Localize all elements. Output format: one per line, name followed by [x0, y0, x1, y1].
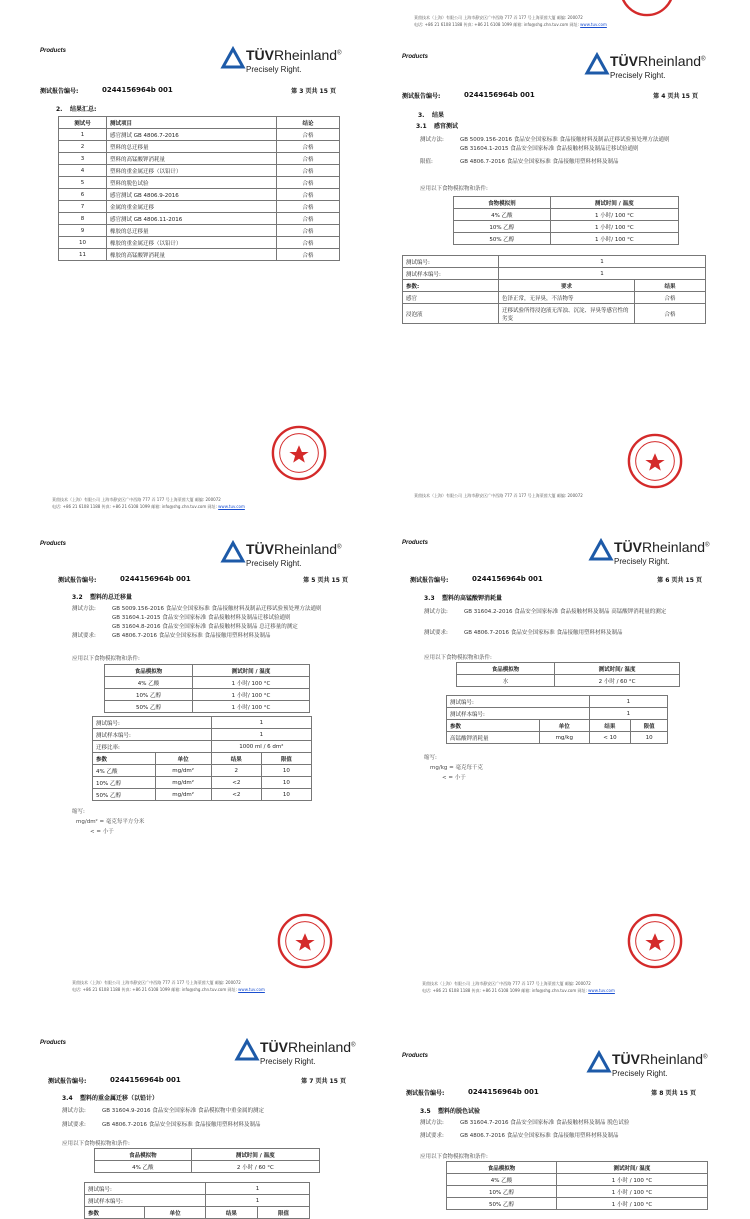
table-cell: 合格	[277, 129, 340, 141]
website-link[interactable]: www.tuv.com	[218, 504, 245, 509]
subsection-title: 3.2 塑料的总迁移量	[72, 594, 133, 601]
summary-table: 测试号 测试项目 结论 1 感官测试 GB 4806.7-2016 合格 2 塑料的总迁移量 合格 3 塑料的高锰酸钾消耗量 合格 4 塑料的重金属迁移（以铅计） 合格 5 塑料的脱色试验 合格 6 感官测试 GB 4806.9-2016 合格 7 金属的重金属迁移 合格 8 感官测试 GB 4806.11-2016 合格 9 橡胶的总迁移量 合格 10 橡胶的重金属迁移（以铅计） 合格 11 橡胶的高锰酸钾消耗量 合格	[58, 116, 340, 261]
table-row	[59, 177, 340, 189]
table-row	[59, 201, 340, 213]
table-cell: 合格	[277, 249, 340, 261]
website-link[interactable]: www.tuv.com	[580, 22, 607, 27]
tuv-triangle-icon	[586, 54, 608, 74]
table-row	[59, 141, 340, 153]
tuv-triangle-icon	[222, 542, 244, 562]
page-footer: 莱茵技术（上海）有限公司 上海市静安区广中西路 777 弄 177 号上海莱茵大厦 邮编: 200072 电话: +86 21 6108 1188 传真: +86 21 6108 1099 邮箱: info@shg.chn.tuv.com 网址: www.tuv.com	[414, 15, 607, 27]
tuv-logo: TÜVRheinland® Precisely Right.	[586, 538, 716, 578]
table-row	[59, 189, 340, 201]
table-row	[59, 213, 340, 225]
table-cell: 合格	[277, 225, 340, 237]
table-cell: 10	[59, 237, 107, 249]
section-title: 2. 结果汇总:	[56, 106, 97, 113]
abbreviation-label: 缩写:	[424, 755, 437, 761]
requirement-row: 测试要求: GB 4806.7-2016 食品安全国家标准 食品接触用塑料材料及制品	[420, 1133, 619, 1139]
abbreviation-item: mg/dm² = 毫克每平方分米	[76, 819, 145, 825]
page-footer: 莱茵技术（上海）有限公司 上海市静安区广中西路 777 弄 177 号上海莱茵大厦 邮编: 200072 电话: +86 21 6108 1188 传真: +86 21 6108 1099 邮箱: info@shg.chn.tuv.com 网址: www.tuv.com	[422, 981, 615, 993]
table-cell: 感官测试 GB 4806.7-2016	[107, 129, 277, 141]
abbreviation-item: mg/kg = 毫克每千克	[430, 765, 483, 771]
table-row	[59, 165, 340, 177]
simulant-table: 食品模拟物 测试时间/ 温度 水 2 小时 / 60 °C	[456, 662, 680, 687]
report-page-4: 莱茵技术（上海）有限公司 上海市静安区广中西路 777 弄 177 号上海莱茵大厦 邮编: 200072 电话: +86 21 6108 1188 传真: +86 21 6108 1099 邮箱: info@shg.chn.tuv.com 网址: www.tuv.com Products TÜVRheinland® Precisely Right. 测试报告编号: 0244156964b 001 第 4 页共 15 页 3. 结果 3.1 感官测试 测试方法: GB 5009.156-2016 食品安全国家标准 食品接触材料及制品迁移试验预处理方法通则 GB 31604.1-2015 食品安全国家标准 食品接触材料及制品迁移试验通则 限值: GB 4806.7-2016 食品安全国家标准 食品接触用塑料材料及制品 应用以下食物模拟物和条件: 食物模拟剂 测试时间 / 温度 4% 乙酸 1 小时/ 100 °C 10% 乙醇 1 小时/ 100 °C 50% 乙醇 1 小时/ 100 °C 测试编号: 1 测试样本编号: 1 参数: 要求 结果 感官 色泽正常，无异臭，不洁物等 合格 浸泡液 迁移试验所得浸泡液无浑浊、沉淀、异臭等感官性的劣变 合格 莱茵技术（上海）有限公司 上海市静安区广中西路 777 弄 177 号上海莱茵大厦 邮编: 200072	[380, 0, 750, 510]
table-cell: 感官测试 GB 4806.11-2016	[107, 213, 277, 225]
simulant-label: 应用以下食物模拟物和条件:	[424, 655, 492, 661]
products-label: Products	[40, 1040, 67, 1046]
simulant-table: 食品模拟物 测试时间 / 温度 4% 乙酸 2 小时 / 60 °C	[94, 1148, 320, 1173]
abbreviation-label: 缩写:	[72, 809, 85, 815]
tuv-logo: TÜVRheinland® Precisely Right.	[218, 46, 348, 86]
website-link[interactable]: www.tuv.com	[588, 988, 615, 993]
products-label: Products	[40, 48, 67, 54]
subsection-title: 3.5 塑料的脱色试验	[420, 1108, 481, 1115]
tuv-triangle-icon	[588, 1052, 610, 1072]
table-row	[59, 249, 340, 261]
limit-row: 限值: GB 4806.7-2016 食品安全国家标准 食品接触用塑料材料及制品	[420, 159, 619, 165]
abbreviation-item: < = 小于	[442, 775, 466, 781]
red-stamp-icon	[270, 424, 328, 482]
table-cell: 合格	[277, 213, 340, 225]
table-cell: 合格	[277, 201, 340, 213]
migration-result-table: 测试编号: 1 测试样本编号: 1 迁移比率: 1000 ml / 6 dm² 参数 单位 结果 限值 4% 乙酸 mg/dm² 2 10 10% 乙醇 mg/dm² <2 10 50% 乙醇 mg/dm² <2 10	[92, 716, 312, 801]
method-row: 测试方法: GB 5009.156-2016 食品安全国家标准 食品接触材料及制品迁移试验预处理方法通则	[72, 606, 322, 612]
table-cell: 11	[59, 249, 107, 261]
tuv-triangle-icon	[236, 1040, 258, 1060]
method-row: 测试方法: GB 31604.2-2016 食品安全国家标准 食品接触材料及制品 高锰酸钾消耗量的测定	[424, 609, 667, 615]
table-cell: 合格	[277, 165, 340, 177]
table-row	[59, 153, 340, 165]
table-cell: 金属的重金属迁移	[107, 201, 277, 213]
table-cell: 3	[59, 153, 107, 165]
sensory-result-table: 测试编号: 1 测试样本编号: 1 参数: 要求 结果 感官 色泽正常，无异臭，不洁物等 合格 浸泡液 迁移试验所得浸泡液无浑浊、沉淀、异臭等感官性的劣变 合格	[402, 255, 706, 324]
report-page-5: 莱茵技术（上海）有限公司 上海市静安区广中西路 777 弄 177 号上海莱茵大厦 邮编: 200072 电话: +86 21 6108 1188 传真: +86 21 6108 1099 邮箱: info@shg.chn.tuv.com 网址: www.tuv.com Products TÜVRheinland® Precisely Right. 测试报告编号: 0244156964b 001 第 5 页共 15 页 3.2 塑料的总迁移量 测试方法: GB 5009.156-2016 食品安全国家标准 食品接触材料及制品迁移试验预处理方法通则 GB 31604.1-2015 食品安全国家标准 食品接触材料及制品迁移试验通则 GB 31604.8-2016 食品安全国家标准 食品接触材料及制品 总迁移量的测定 测试要求: GB 4806.7-2016 食品安全国家标准 食品接触用塑料材料及制品 应用以下食物模拟物和条件: 食品模拟物 测试时间 / 温度 4% 乙酸 1 小时/ 100 °C 10% 乙醇 1 小时/ 100 °C 50% 乙醇 1 小时/ 100 °C 测试编号: 1 测试样本编号: 1 迁移比率: 1000 ml / 6 dm² 参数 单位 结果 限值 4% 乙酸 mg/dm² 2 10 10% 乙醇 mg/dm² <2 10 50% 乙醇 mg/dm² <2 10 缩写: mg/dm² = 毫克每平方分米 < = 小于 莱茵技术（上海）有限公司 上海市静安区广中西路 777 弄 177 号上海莱茵大厦 邮编: 200072 电话: +86 21 6108 1188 传真: +86 21 6108 1099 邮箱: info@shg.chn.tuv.com 网址: www.tuv.com	[18, 424, 388, 1004]
table-cell: 橡胶的重金属迁移（以铅计）	[107, 237, 277, 249]
table-cell: 5	[59, 177, 107, 189]
page-footer: 莱茵技术（上海）有限公司 上海市静安区广中西路 777 弄 177 号上海莱茵大厦 邮编: 200072 电话: +86 21 6108 1188 传真: +86 21 6108 1099 邮箱: info@shg.chn.tuv.com 网址: www.tuv.com	[52, 497, 245, 509]
subsection-title: 3.3 塑料的高锰酸钾消耗量	[424, 595, 503, 602]
tuv-triangle-icon	[222, 48, 244, 68]
products-label: Products	[402, 1053, 429, 1059]
simulant-table: 食品模拟物 测试时间 / 温度 4% 乙酸 1 小时/ 100 °C 10% 乙醇 1 小时/ 100 °C 50% 乙醇 1 小时/ 100 °C	[104, 664, 310, 713]
red-stamp-icon	[618, 0, 676, 18]
products-label: Products	[402, 540, 429, 546]
simulant-table: 食品模拟物 测试时间/ 温度 4% 乙酸 1 小时 / 100 °C 10% 乙醇 1 小时 / 100 °C 50% 乙醇 1 小时 / 100 °C	[446, 1161, 708, 1210]
table-cell: 合格	[277, 237, 340, 249]
tuv-logo: TÜVRheinland® Precisely Right.	[218, 540, 348, 580]
table-cell: 2	[59, 141, 107, 153]
heavy-metal-result-table: 测试编号: 1 测试样本编号: 1 参数 单位 结果 限值	[84, 1182, 310, 1219]
table-cell: 橡胶的高锰酸钾消耗量	[107, 249, 277, 261]
table-cell: 塑料的总迁移量	[107, 141, 277, 153]
method-row: GB 31604.1-2015 食品安全国家标准 食品接触材料及制品迁移试验通则	[112, 615, 291, 621]
table-row	[59, 129, 340, 141]
simulant-label: 应用以下食物模拟物和条件:	[72, 656, 140, 662]
simulant-table: 食物模拟剂 测试时间 / 温度 4% 乙酸 1 小时/ 100 °C 10% 乙醇 1 小时/ 100 °C 50% 乙醇 1 小时/ 100 °C	[453, 196, 679, 245]
simulant-label: 应用以下食物模拟物和条件:	[420, 186, 488, 192]
table-cell: 合格	[277, 189, 340, 201]
table-cell: 4	[59, 165, 107, 177]
table-cell: 感官测试 GB 4806.9-2016	[107, 189, 277, 201]
requirement-row: 测试要求: GB 4806.7-2016 食品安全国家标准 食品接触用塑料材料及制品	[72, 633, 271, 639]
report-page-3: Products TÜVRheinland® Precisely Right. 测试报告编号: 0244156964b 001 第 3 页共 15 页 2. 结果汇总: 测试号 测试项目 结论 1 感官测试 GB 4806.7-2016 合格 2 塑料的总迁移量 合格 3 塑料的高锰酸钾消耗量 合格 4 塑料的重金属迁移（以铅计） 合格 5 塑料的脱色试验 合格 6 感官测试 GB 4806.9-2016 合格 7 金属的重金属迁移 合格 8 感官测试 GB 4806.11-2016 合格 9 橡胶的总迁移量 合格 10 橡胶的重金属迁移（以铅计） 合格 11 橡胶的高锰酸钾消耗量 合格	[18, 34, 388, 504]
method-row: GB 31604.1-2015 食品安全国家标准 食品接触材料及制品迁移试验通则	[460, 146, 639, 152]
method-row: 测试方法: GB 31604.7-2016 食品安全国家标准 食品接触材料及制品 脱色试验	[420, 1120, 630, 1126]
page-footer: 莱茵技术（上海）有限公司 上海市静安区广中西路 777 弄 177 号上海莱茵大厦 邮编: 200072 电话: +86 21 6108 1188 传真: +86 21 6108 1099 邮箱: info@shg.chn.tuv.com 网址: www.tuv.com	[72, 980, 265, 992]
products-label: Products	[402, 54, 429, 60]
report-page-8: Products TÜVRheinland® Precisely Right. 测试报告编号: 0244156964b 001 第 8 页共 15 页 3.5 塑料的脱色试验 测试方法: GB 31604.7-2016 食品安全国家标准 食品接触材料及制品 脱色试验 测试要求: GB 4806.7-2016 食品安全国家标准 食品接触用塑料材料及制品 应用以下食物模拟物和条件: 食品模拟物 测试时间/ 温度 4% 乙酸 1 小时 / 100 °C 10% 乙醇 1 小时 / 100 °C 50% 乙醇 1 小时 / 100 °C	[380, 1040, 750, 1213]
page-footer: 莱茵技术（上海）有限公司 上海市静安区广中西路 777 弄 177 号上海莱茵大厦 邮编: 200072	[414, 493, 583, 498]
website-link[interactable]: www.tuv.com	[238, 987, 265, 992]
method-row: GB 31604.8-2016 食品安全国家标准 食品接触材料及制品 总迁移量的测定	[112, 624, 298, 630]
table-cell: 8	[59, 213, 107, 225]
table-cell: 合格	[277, 153, 340, 165]
red-stamp-icon	[626, 432, 684, 490]
permanganate-result-table: 测试编号: 1 测试样本编号: 1 参数 单位 结果 限值 高锰酸钾消耗量 mg/kg < 10 10	[446, 695, 668, 744]
requirement-row: 测试要求: GB 4806.7-2016 食品安全国家标准 食品接触用塑料材料及制品	[62, 1122, 261, 1128]
table-cell: 7	[59, 201, 107, 213]
products-label: Products	[40, 541, 67, 547]
simulant-label: 应用以下食物模拟物和条件:	[420, 1154, 488, 1160]
report-page-6: Products TÜVRheinland® Precisely Right. 测试报告编号: 0244156964b 001 第 6 页共 15 页 3.3 塑料的高锰酸钾消耗量 测试方法: GB 31604.2-2016 食品安全国家标准 食品接触材料及制品 高锰酸钾消耗量的测定 测试要求: GB 4806.7-2016 食品安全国家标准 食品接触用塑料材料及制品 应用以下食物模拟物和条件: 食品模拟物 测试时间/ 温度 水 2 小时 / 60 °C 测试编号: 1 测试样本编号: 1 参数 单位 结果 限值 高锰酸钾消耗量 mg/kg < 10 10 缩写: mg/kg = 毫克每千克 < = 小于 莱茵技术（上海）有限公司 上海市静安区广中西路 777 弄 177 号上海莱茵大厦 邮编: 200072 电话: +86 21 6108 1188 传真: +86 21 6108 1099 邮箱: info@shg.chn.tuv.com 网址: www.tuv.com	[380, 510, 750, 1000]
tuv-logo: TÜVRheinland® Precisely Right.	[232, 1038, 362, 1078]
table-row	[59, 225, 340, 237]
tuv-triangle-icon	[590, 540, 612, 560]
section-title: 3. 结果	[418, 112, 445, 119]
subsection-title: 3.1 感官测试	[416, 123, 459, 130]
table-cell: 9	[59, 225, 107, 237]
table-cell: 塑料的脱色试验	[107, 177, 277, 189]
subsection-title: 3.4 塑料的重金属迁移（以铅计）	[62, 1095, 159, 1102]
red-stamp-icon	[276, 912, 334, 970]
method-row: 测试方法: GB 31604.9-2016 食品安全国家标准 食品模拟物中重金属的测定	[62, 1108, 265, 1114]
table-cell: 合格	[277, 141, 340, 153]
requirement-row: 测试要求: GB 4806.7-2016 食品安全国家标准 食品接触用塑料材料及制品	[424, 630, 623, 636]
table-cell: 合格	[277, 177, 340, 189]
table-cell: 1	[59, 129, 107, 141]
tuv-logo: TÜVRheinland® Precisely Right.	[582, 52, 712, 92]
simulant-label: 应用以下食物模拟物和条件:	[62, 1141, 130, 1147]
table-row	[59, 237, 340, 249]
abbreviation-item: < = 小于	[90, 829, 114, 835]
table-cell: 塑料的高锰酸钾消耗量	[107, 153, 277, 165]
table-cell: 6	[59, 189, 107, 201]
tuv-logo: TÜVRheinland® Precisely Right.	[584, 1050, 714, 1090]
report-page-7: Products TÜVRheinland® Precisely Right. 测试报告编号: 0244156964b 001 第 7 页共 15 页 3.4 塑料的重金属迁移（以铅计） 测试方法: GB 31604.9-2016 食品安全国家标准 食品模拟物中重金属的测定 测试要求: GB 4806.7-2016 食品安全国家标准 食品接触用塑料材料及制品 应用以下食物模拟物和条件: 食品模拟物 测试时间 / 温度 4% 乙酸 2 小时 / 60 °C 测试编号: 1 测试样本编号: 1 参数 单位 结果 限值	[18, 1026, 388, 1213]
table-cell: 橡胶的总迁移量	[107, 225, 277, 237]
table-cell: 塑料的重金属迁移（以铅计）	[107, 165, 277, 177]
method-row: 测试方法: GB 5009.156-2016 食品安全国家标准 食品接触材料及制品迁移试验预处理方法通则	[420, 137, 670, 143]
red-stamp-icon	[626, 912, 684, 970]
